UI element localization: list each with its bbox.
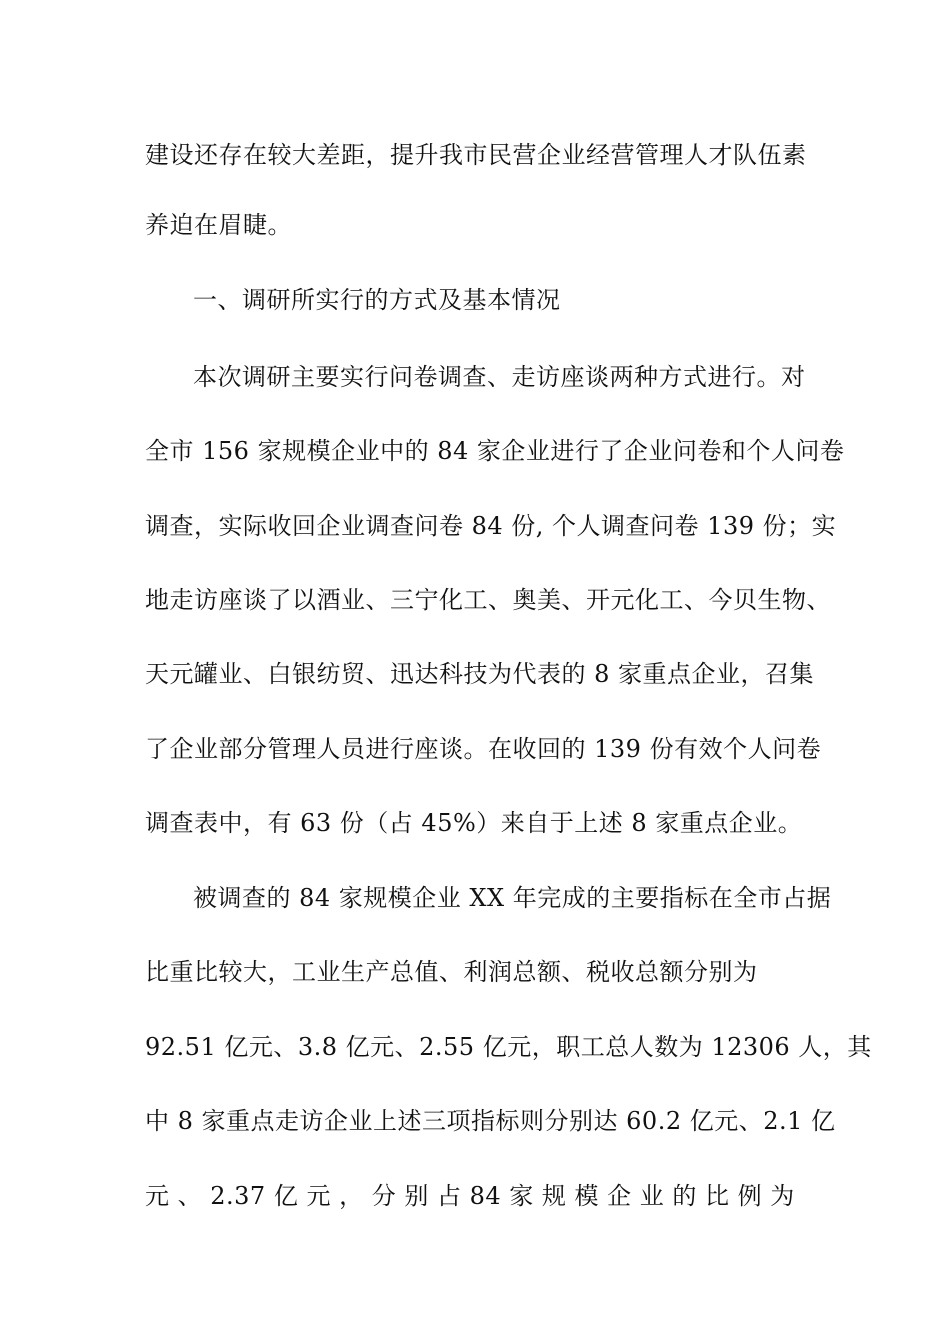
paragraph-line: 本次调研主要实行问卷调查、走访座谈两种方式进行。对 (193, 363, 806, 391)
paragraph-line: 调查表中，有 63 份（占 45%）来自于上述 8 家重点企业。 (145, 809, 803, 837)
paragraph-line: 92.51 亿元、3.8 亿元、2.55 亿元，职工总人数为 12306 人，其 (145, 1033, 872, 1061)
paragraph-line: 比重比较大，工业生产总值、利润总额、税收总额分别为 (145, 958, 758, 986)
paragraph-line: 了企业部分管理人员进行座谈。在收回的 139 份有效个人问卷 (145, 735, 822, 763)
section-heading: 一、调研所实行的方式及基本情况 (193, 286, 561, 314)
paragraph-line: 天元罐业、白银纺贸、迅达科技为代表的 8 家重点企业，召集 (145, 660, 815, 688)
paragraph-line: 中 8 家重点走访企业上述三项指标则分别达 60.2 亿元、2.1 亿 (145, 1107, 836, 1135)
paragraph-line: 调查，实际收回企业调查问卷 84 份, 个人调查问卷 139 份；实 (145, 512, 837, 540)
paragraph-line: 建设还存在较大差距，提升我市民营企业经营管理人才队伍素 (145, 141, 807, 169)
paragraph-line: 地走访座谈了以酒业、三宁化工、奥美、开元化工、今贝生物、 (145, 586, 831, 614)
paragraph-line: 元 、 2.37 亿 元 ， 分 别 占 84 家 规 模 企 业 的 比 例 为 (145, 1182, 795, 1210)
paragraph-line: 全市 156 家规模企业中的 84 家企业进行了企业问卷和个人问卷 (145, 437, 845, 465)
paragraph-line: 被调查的 84 家规模企业 XX 年完成的主要指标在全市占据 (193, 884, 832, 912)
paragraph-line: 养迫在眉睫。 (145, 211, 292, 239)
